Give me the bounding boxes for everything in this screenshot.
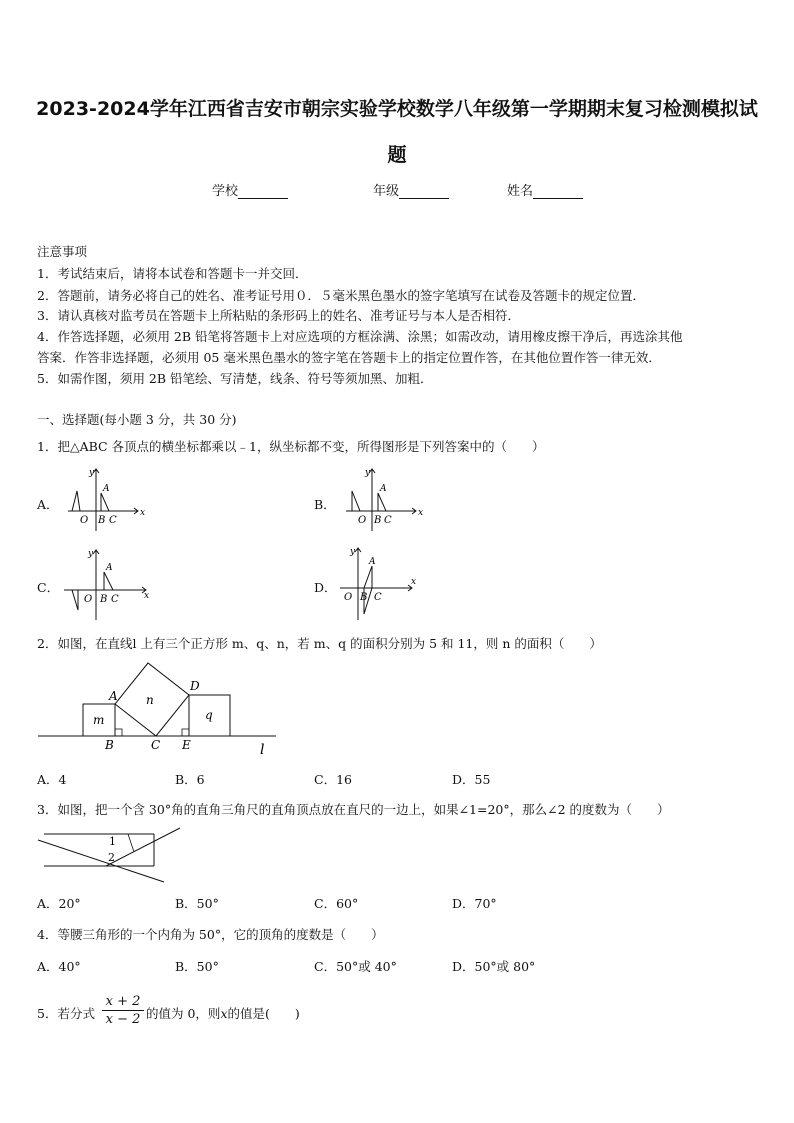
q3-option-d: D．70° bbox=[452, 896, 497, 911]
svg-text:x: x bbox=[140, 508, 146, 518]
q5-fraction-bar bbox=[102, 1010, 144, 1011]
svg-text:y: y bbox=[89, 468, 95, 478]
q3-option-b: B．50° bbox=[175, 896, 219, 911]
q1-option-c-graph bbox=[60, 546, 152, 622]
exam-title bbox=[30, 86, 764, 178]
svg-text:C: C bbox=[109, 515, 117, 526]
svg-text:O: O bbox=[84, 594, 93, 605]
title-line-2: 题 bbox=[387, 144, 407, 166]
title-line-1: 2023-2024学年江西省吉安市朝宗实验学校数学八年级第一学期期末复习检测模拟试 bbox=[36, 98, 758, 120]
notice-item: 1．考试结束后，请将本试卷和答题卡一并交回． bbox=[37, 266, 308, 281]
svg-text:l: l bbox=[260, 742, 265, 758]
svg-text:A: A bbox=[103, 484, 110, 494]
svg-text:y: y bbox=[350, 547, 356, 557]
q1-option-b-graph bbox=[338, 463, 423, 533]
svg-text:O: O bbox=[344, 592, 353, 603]
q2-figure bbox=[36, 676, 281, 756]
svg-text:D: D bbox=[190, 679, 200, 693]
question-5-prefix: 5．若分式 bbox=[37, 1006, 95, 1021]
notice-item: 5．如需作图，须用 2B 铅笔绘、写清楚，线条、符号等须加黑、加粗． bbox=[37, 371, 433, 386]
question-3: 3．如图，把一个含 30°角的直角三角尺的直角顶点放在直尺的一边上，如果∠1=20°，那么∠2 的度数为（ ） bbox=[37, 802, 670, 817]
notice-item: 4．作答选择题，必须用 2B 铅笔将答题卡上对应选项的方框涂满、涂黑；如需改动，请用橡皮擦干净后，再选涂其他 bbox=[37, 329, 683, 344]
svg-text:B: B bbox=[100, 594, 108, 605]
svg-text:O: O bbox=[80, 515, 89, 526]
q5-denominator: x − 2 bbox=[105, 1012, 141, 1027]
svg-text:q: q bbox=[205, 708, 213, 722]
q4-option-b: B．50° bbox=[175, 959, 219, 974]
notice-item: 2．答题前，请务必将自己的姓名、准考证号用０．５毫米黑色墨水的签字笔填写在试卷及答题卡的规定位置． bbox=[37, 288, 645, 303]
notice-heading: 注意事项 bbox=[37, 244, 88, 259]
svg-text:y: y bbox=[88, 549, 94, 559]
svg-text:A: A bbox=[109, 689, 118, 703]
q1-option-a-label: A． bbox=[37, 497, 59, 512]
svg-text:C: C bbox=[374, 592, 382, 603]
notice-item: 3．请认真核对监考员在答题卡上所粘贴的条形码上的姓名、准考证号与本人是否相符． bbox=[37, 308, 520, 323]
q5-fraction bbox=[102, 994, 144, 1027]
grade-blank bbox=[399, 186, 449, 199]
q1-option-b-label: B． bbox=[314, 497, 336, 512]
svg-text:m: m bbox=[93, 713, 105, 727]
section-heading: 一、选择题(每小题 3 分，共 30 分) bbox=[37, 412, 237, 427]
q3-option-c: C．60° bbox=[314, 896, 359, 911]
q4-option-a: A．40° bbox=[37, 959, 81, 974]
svg-text:x: x bbox=[418, 508, 424, 518]
svg-text:E: E bbox=[182, 738, 191, 752]
svg-text:C: C bbox=[151, 738, 161, 752]
svg-text:1: 1 bbox=[109, 835, 116, 848]
q3-option-a: A．20° bbox=[37, 896, 81, 911]
q2-option-c: C．16 bbox=[314, 772, 352, 787]
question-5-suffix: 的值为 0，则x的值是( ) bbox=[146, 1006, 300, 1021]
svg-text:x: x bbox=[411, 577, 417, 587]
svg-text:B: B bbox=[360, 592, 368, 603]
q1-option-c-label: C． bbox=[37, 580, 60, 595]
q3-figure bbox=[36, 826, 186, 886]
q2-option-d: D．55 bbox=[452, 772, 491, 787]
q1-option-a-graph bbox=[60, 463, 145, 533]
question-4: 4．等腰三角形的一个内角为 50°，它的顶角的度数是（ ） bbox=[37, 927, 384, 942]
q4-option-d: D．50°或 80° bbox=[452, 959, 536, 974]
q2-option-b: B．6 bbox=[175, 772, 205, 787]
svg-text:A: A bbox=[106, 563, 113, 573]
grade-field: 年级 bbox=[373, 180, 449, 199]
name-field: 姓名 bbox=[507, 180, 583, 199]
svg-text:n: n bbox=[146, 693, 154, 707]
question-1: 1．把△ABC 各顶点的横坐标都乘以﹣1，纵坐标都不变，所得图形是下列答案中的（ ） bbox=[37, 439, 545, 454]
notice-item: 答案．作答非选择题，必须用 05 毫米黑色墨水的签字笔在答题卡上的指定位置作答，在其他位置作答一律无效． bbox=[37, 350, 661, 365]
school-field: 学校 bbox=[212, 180, 288, 199]
school-blank bbox=[238, 186, 288, 199]
svg-text:C: C bbox=[384, 515, 392, 526]
svg-text:2: 2 bbox=[108, 851, 115, 864]
q2-option-a: A．4 bbox=[37, 772, 67, 787]
svg-text:B: B bbox=[374, 515, 382, 526]
svg-text:B: B bbox=[98, 515, 106, 526]
svg-text:A: A bbox=[369, 557, 376, 567]
svg-text:O: O bbox=[358, 515, 367, 526]
name-blank bbox=[533, 186, 583, 199]
q1-option-d-label: D． bbox=[314, 580, 337, 595]
svg-text:C: C bbox=[111, 594, 119, 605]
svg-text:B: B bbox=[105, 738, 114, 752]
question-2: 2．如图，在直线l 上有三个正方形 m、q、n，若 m、q 的面积分别为 5 和 11，则 n 的面积（ ） bbox=[37, 636, 602, 651]
svg-text:x: x bbox=[144, 591, 150, 601]
q1-option-d-graph bbox=[338, 544, 418, 624]
q4-option-c: C．50°或 40° bbox=[314, 959, 397, 974]
svg-text:A: A bbox=[380, 484, 387, 494]
q5-numerator: x + 2 bbox=[105, 994, 141, 1009]
svg-text:y: y bbox=[365, 468, 371, 478]
